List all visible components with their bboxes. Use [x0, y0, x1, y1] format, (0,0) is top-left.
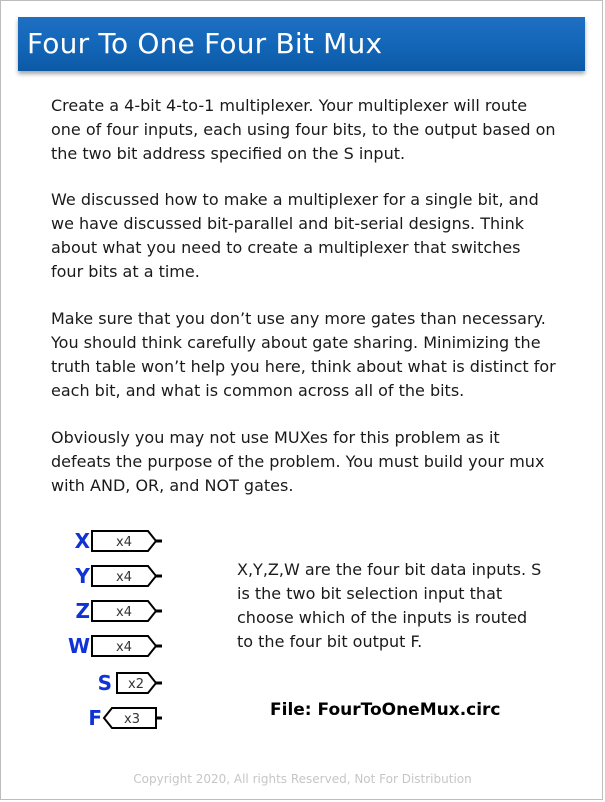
pin-f-symbol	[86, 706, 168, 730]
pin-w-symbol	[68, 634, 168, 658]
pin-f	[86, 706, 168, 730]
paragraph-restrictions: Obviously you may not use MUXes for this problem as it defeats the purpose of the problem. You must build your mux with AND, OR, and NOT gates.	[51, 428, 545, 495]
paragraph-discussion: We discussed how to make a multiplexer for a single bit, and we have discussed bit-parallel and bit-serial designs. Think about what you need to create a multiplexer that switches four bits at a time.	[51, 190, 539, 281]
title-bar	[18, 17, 585, 71]
pin-x	[68, 529, 168, 553]
slide-title: Four To One Four Bit Mux	[27, 27, 383, 60]
paragraph-intro: Create a 4-bit 4-to-1 multiplexer. Your multiplexer will route one of four inputs, each using four bits, to the output based on the two bit address specified on the S input.	[51, 96, 556, 163]
pin-s-label: S	[97, 671, 112, 695]
pin-w-width: x4	[116, 640, 132, 655]
pin-x-label: X	[74, 529, 90, 553]
pin-y-label: Y	[75, 564, 90, 588]
pin-x-width: x4	[116, 535, 132, 550]
pin-y-symbol	[68, 564, 168, 588]
paragraph-gate-sharing: Make sure that you don’t use any more gates than necessary. You should think carefully about gate sharing. Minimizing the truth table won’t help you here, think about what is distinct for each bit, and what is common across all of the bits.	[51, 309, 556, 400]
pin-s	[96, 671, 168, 695]
file-label: File: FourToOneMux.circ	[270, 700, 501, 720]
pin-z-label: Z	[75, 599, 90, 623]
pin-s-symbol	[96, 671, 168, 695]
pin-w-label: W	[67, 634, 90, 658]
pin-s-width: x2	[128, 677, 144, 692]
pin-z-width: x4	[116, 605, 132, 620]
pin-y-width: x4	[116, 570, 132, 585]
pin-f-label: F	[88, 706, 102, 730]
pin-description: X,Y,Z,W are the four bit data inputs. S is the two bit selection input that choose which of the inputs is routed to the four bit output F.	[237, 560, 542, 651]
pin-w	[68, 634, 168, 658]
pin-z	[68, 599, 168, 623]
pin-f-width: x3	[124, 712, 140, 727]
pin-z-symbol	[68, 599, 168, 623]
pin-y	[68, 564, 168, 588]
copyright-footer: Copyright 2020, All rights Reserved, Not For Distribution	[133, 772, 472, 786]
pin-x-symbol	[68, 529, 168, 553]
